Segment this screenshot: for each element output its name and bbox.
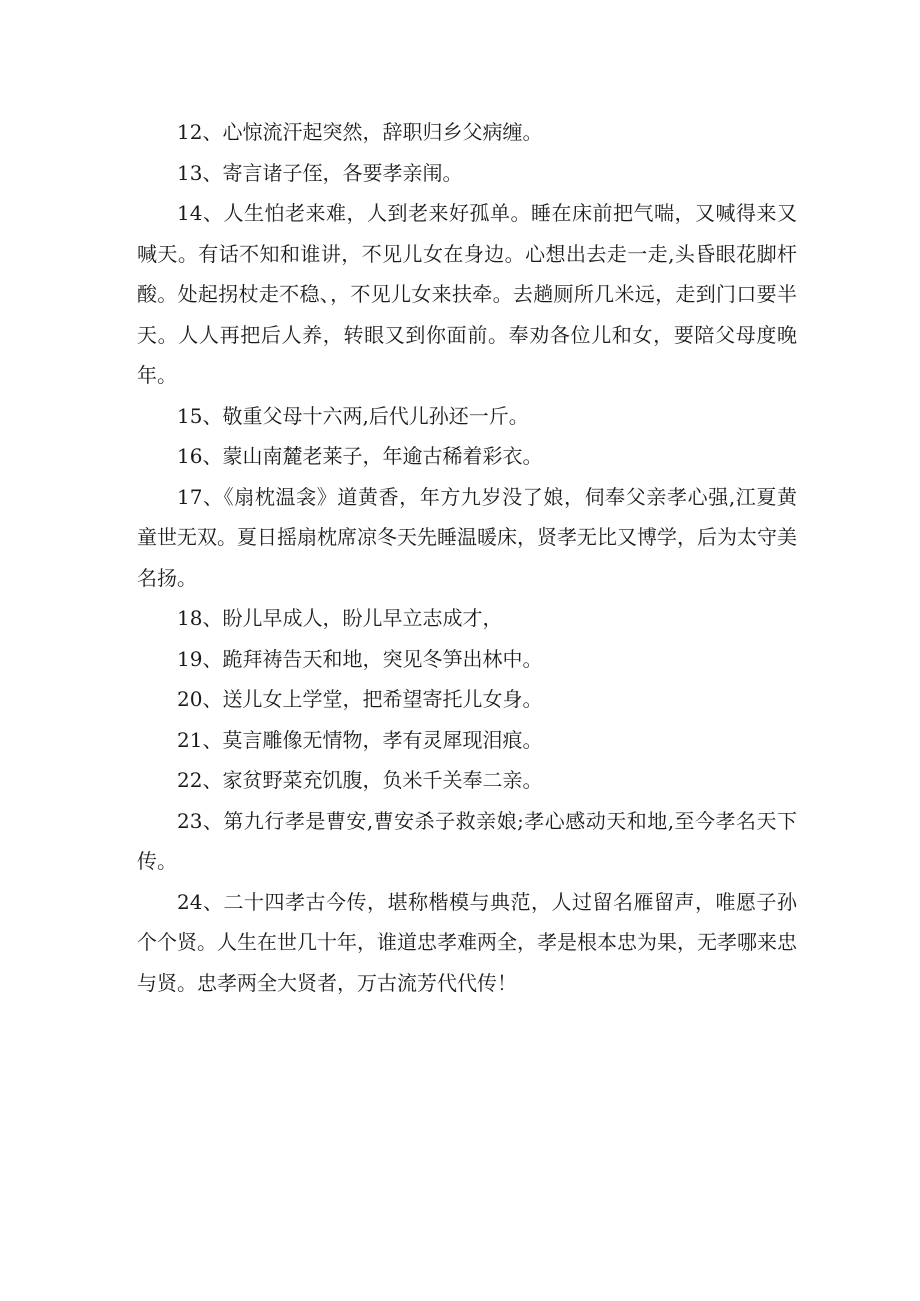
paragraph-22: 22、家贫野菜充饥腹，负米千关奉二亲。 — [177, 768, 543, 792]
paragraph-20: 20、送儿女上学堂，把希望寄托儿女身。 — [177, 687, 543, 711]
paragraph-24: 24、二十四孝古今传，堪称楷模与典范，人过留名雁留声，唯愿子孙个个贤。人生在世几十年，谁道忠孝难两全，孝是根本忠为果，无孝哪来忠与贤。忠孝两全大贤者，万古流芳代代传！ — [137, 889, 797, 995]
paragraph-21: 21、莫言雕像无情物，孝有灵犀现泪痕。 — [177, 727, 543, 752]
paragraph-17: 17、《扇枕温衾》道黄香，年方九岁没了娘，伺奉父亲孝心强,江夏黄童世无双。夏日摇扇枕席凉冬天先睡温暖床，贤孝无比又博学，后为太守美名扬。 — [137, 484, 797, 590]
paragraph-19: 19、跪拜祷告天和地，突见冬笋出林中。 — [177, 646, 543, 671]
paragraph-14: 14、人生怕老来难，人到老来好孤单。睡在床前把气喘，又喊得来又喊天。有话不知和谁讲，不见儿女在身边。心想出去走一走,头昏眼花脚杆酸。处起拐杖走不稳、，不见儿女来扶牵。去趟厕所几米远，走到门口要半天。人人再把后人养，转眼又到你面前。奉劝各位儿和女，要陪父母度晚年。 — [137, 201, 797, 387]
paragraph-12: 12、心惊流汗起突然，辞职归乡父病缠。 — [177, 120, 543, 144]
document-body — [137, 112, 797, 1003]
paragraph-23: 23、第九行孝是曹安,曹安杀子救亲娘;孝心感动天和地,至今孝名天下传。 — [137, 808, 797, 873]
paragraph-18: 18、盼儿早成人，盼儿早立志成才， — [177, 606, 503, 630]
paragraph-16: 16、蒙山南麓老莱子，年逾古稀着彩衣。 — [177, 444, 543, 468]
paragraph-15: 15、敬重父母十六两,后代儿孙还一斤。 — [177, 403, 529, 428]
paragraph-13: 13、寄言诸子侄，各要孝亲闱。 — [177, 160, 463, 185]
